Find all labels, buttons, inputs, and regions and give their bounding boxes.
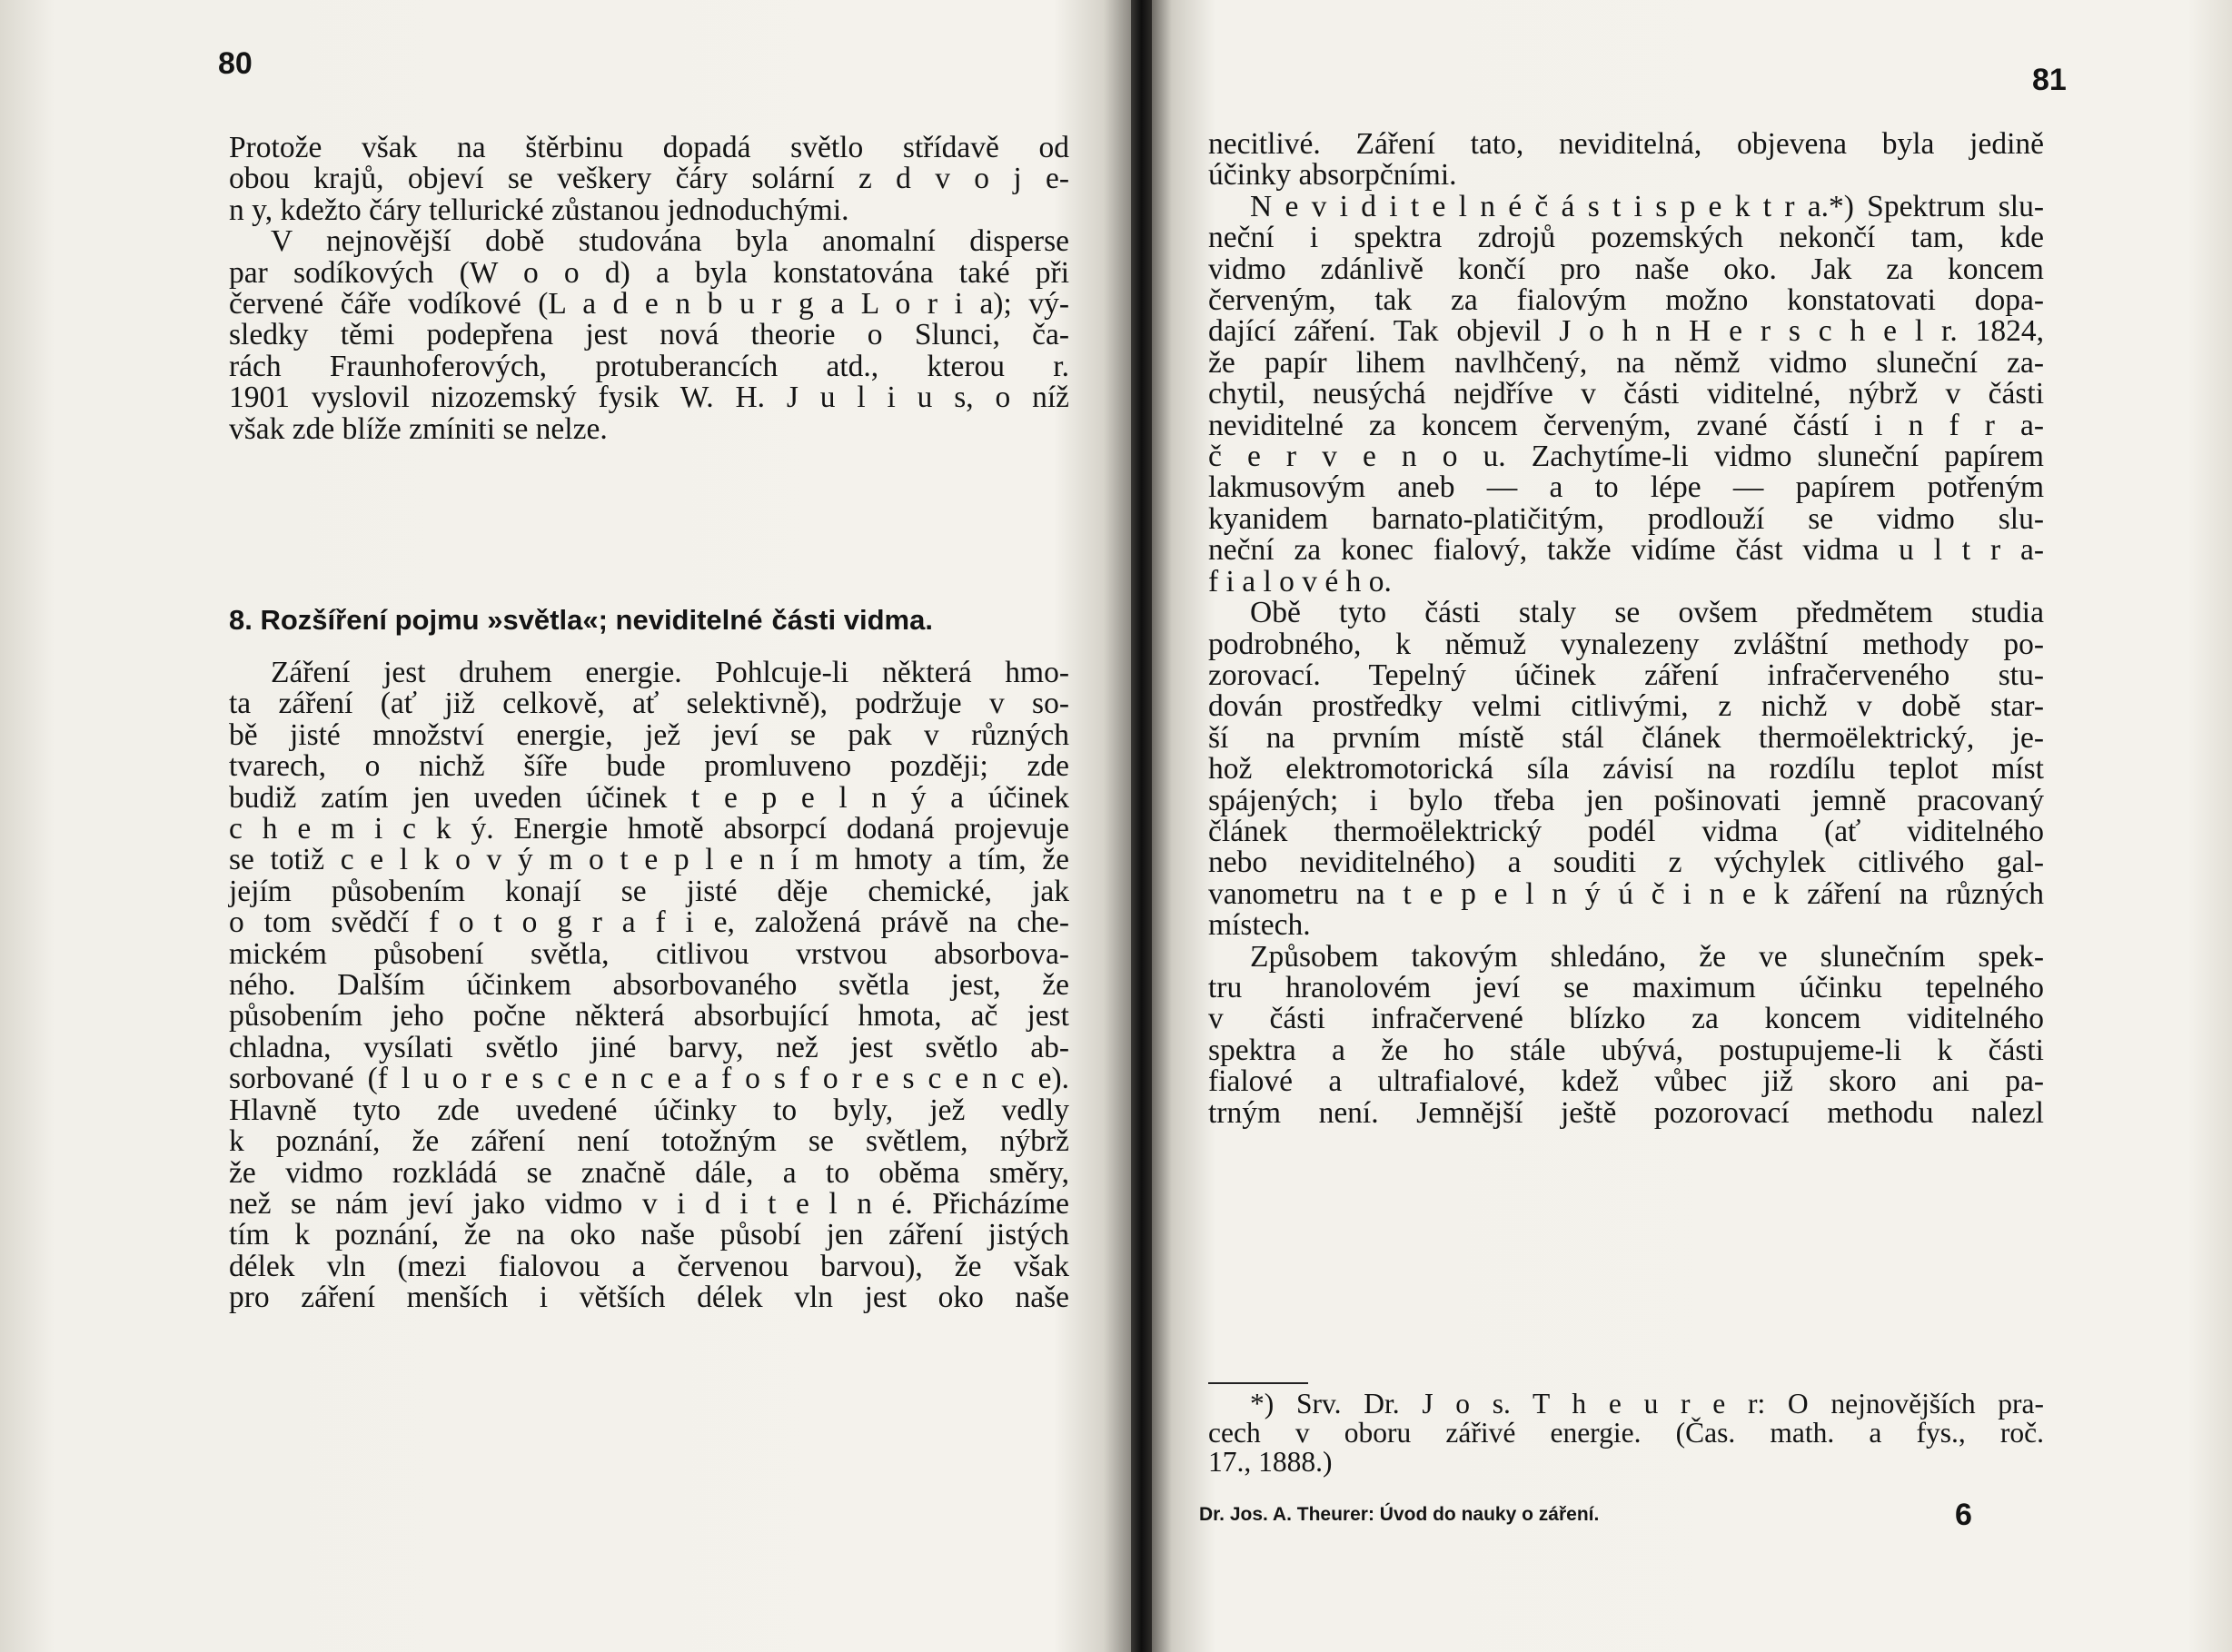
page-number: 81 xyxy=(2032,63,2067,97)
text-line: nebo neviditelného) a souditi z výchylek citlivého gal- xyxy=(1208,846,2044,880)
footnote-line: cech v oboru zářivé energie. (Čas. math. a fys., roč. xyxy=(1208,1417,2044,1449)
text-line: délek vln (mezi fialovou a červenou barvou), že však xyxy=(229,1249,1069,1283)
footnote-rule xyxy=(1208,1382,1308,1384)
signature-number: 6 xyxy=(1955,1498,1972,1532)
text-line: červeným, tak za fialovým možno konstatovati dopa- xyxy=(1208,283,2044,318)
text-line: o tom svědčí f o t o g r a f i e, založená právě na che- xyxy=(229,905,1069,940)
paragraph xyxy=(1208,129,2044,1129)
text-line: místech. xyxy=(1208,908,1311,943)
text-line: ta záření (ať již celkově, ať selektivně), podržuje v so- xyxy=(229,687,1069,721)
text-line: však zde blíže zmíniti se nelze. xyxy=(229,411,608,446)
text-line: rách Fraunhoferových, protuberancích atd., kterou r. xyxy=(229,349,1069,383)
text-line: č e r v e n o u. Zachytíme-li vidmo sluneční papírem xyxy=(1208,440,2044,474)
text-line: neční za konec fialový, takže vidíme část vidma u l t r a- xyxy=(1208,533,2044,568)
text-line: dající záření. Tak objevil J o h n H e r s c h e l r. 1824, xyxy=(1208,314,2044,349)
text-line: tvarech, o nichž šíře bude promluveno později; zde xyxy=(229,749,1069,784)
text-line: trným není. Jemnější ještě pozorovací methodu nalezl xyxy=(1208,1095,2044,1130)
text-line: v části infračervené blízko za koncem viditelného xyxy=(1208,1002,2044,1036)
text-line: ného. Dalším účinkem absorbovaného světla jest, že xyxy=(229,968,1069,1003)
text-line: ší na prvním místě stál článek thermoëlektrický, je- xyxy=(1208,720,2044,755)
text-line: se totiž c e l k o v ý m o t e p l e n í m hmoty a tím, že xyxy=(229,843,1069,877)
text-line: spektra a že ho stále ubývá, postupujeme-li k části xyxy=(1208,1033,2044,1067)
text-line: působením jeho počne některá absorbující hmota, ač jest xyxy=(229,999,1069,1034)
text-line: než se nám jeví jako vidmo v i d i t e l n é. Přicházíme xyxy=(229,1186,1069,1221)
book-gutter xyxy=(1131,0,1152,1652)
footnote-line: 17., 1888.) xyxy=(1208,1446,1333,1478)
text-line: 1901 vyslovil nizozemský fysik W. H. J u l i u s, o níž xyxy=(229,381,1069,415)
text-line: že vidmo rozkládá se značně dále, a to oběma směry, xyxy=(229,1155,1069,1190)
text-line: vanometru na t e p e l n ý ú č i n e k záření na různých xyxy=(1208,876,2044,911)
text-line: vidmo zdánlivě končí pro naše oko. Jak za koncem xyxy=(1208,252,2044,286)
page-number: 80 xyxy=(218,46,253,81)
text-line: spájených; i bylo třeba jen pošinovati jemně pracovaný xyxy=(1208,783,2044,817)
text-line: N e v i d i t e l n é č á s t i s p e k t r a.*) Spektrum slu- xyxy=(1250,189,2044,223)
heading-main: 8. Rozšíření pojmu »světla«; neviditelné xyxy=(229,604,763,636)
text-line: jejím působením konají se jisté děje chemické, jak xyxy=(229,874,1069,908)
heading-tail: části vidma. xyxy=(771,604,933,636)
text-line: n y, kdežto čáry tellurické zůstanou jednoduchými. xyxy=(229,193,849,227)
text-line: neční i spektra zdrojů pozemských nekončí tam, kde xyxy=(1208,221,2044,255)
text-line: tím k poznání, že na oko naše působí jen záření jistých xyxy=(229,1218,1069,1252)
text-line: obou krajů, objeví se veškery čáry solární z d v o j e- xyxy=(229,162,1069,196)
section-heading xyxy=(229,602,933,638)
text-line: pro záření menších i větších délek vln jest oko naše xyxy=(229,1281,1069,1315)
text-line: necitlivé. Záření tato, neviditelná, objevena byla jedině xyxy=(1208,127,2044,161)
text-line: budiž zatím jen uveden účinek t e p e l n ý a účinek xyxy=(229,780,1069,815)
text-line: podrobného, k němuž vynalezeny zvláštní methody po- xyxy=(1208,627,2044,661)
text-line: kyanidem barnato-platičitým, prodlouží se vidmo slu- xyxy=(1208,501,2044,536)
printer-signature: Dr. Jos. A. Theurer: Úvod do nauky o záření. xyxy=(1199,1504,1600,1525)
text-line: fialové a ultrafialové, kdež vůbec již skoro ani pa- xyxy=(1208,1064,2044,1099)
right-page xyxy=(1152,0,2232,1652)
text-line: sorbované (f l u o r e s c e n c e a f o s f o r e s c e n c e). xyxy=(229,1062,1069,1096)
footnote-line: *) Srv. Dr. J o s. T h e u r e r: O nejnovějších pra- xyxy=(1250,1388,2044,1420)
text-line: Záření jest druhem energie. Pohlcuje-li některá hmo- xyxy=(271,656,1069,689)
text-line: k poznání, že záření není totožným se světlem, nýbrž xyxy=(229,1124,1069,1159)
text-line: bě jisté množství energie, jež jeví se pak v různých xyxy=(229,717,1069,752)
text-line: par sodíkových (W o o d) a byla konstatována také při xyxy=(229,255,1069,290)
text-line: článek thermoëlektrický podél vidma (ať viditelného xyxy=(1208,814,2044,848)
text-line: červené čáře vodíkové (L a d e n b u r g a L o r i a); vý- xyxy=(229,287,1069,321)
text-line: mickém působení světla, citlivou vrstvou absorbova- xyxy=(229,936,1069,971)
paragraph xyxy=(229,658,1069,1314)
text-line: Způsobem takovým shledáno, že ve slunečním spek- xyxy=(1250,939,2044,974)
text-line: c h e m i c k ý. Energie hmotě absorpcí dodaná projevuje xyxy=(229,812,1069,846)
text-line: zorovací. Tepelný účinek záření infračerveného stu- xyxy=(1208,658,2044,692)
text-line: účinky absorpčními. xyxy=(1208,158,1457,193)
text-line: lakmusovým aneb — a to lépe — papírem potřeným xyxy=(1208,470,2044,505)
text-line: dován prostředky velmi citlivými, z nichž v době star- xyxy=(1208,689,2044,724)
text-line: že papír lihem navlhčený, na němž vidmo sluneční za- xyxy=(1208,345,2044,380)
text-line: Hlavně tyto zde uvedené účinky to byly, jež vedly xyxy=(229,1093,1069,1127)
footnote xyxy=(1208,1390,2044,1477)
text-line: neviditelné za koncem červeným, zvané částí i n f r a- xyxy=(1208,408,2044,442)
text-line: Protože však na štěrbinu dopadá světlo střídavě od xyxy=(229,131,1069,164)
text-line: chytil, neusýchá nejdříve v části viditelné, nýbrž v části xyxy=(1208,377,2044,411)
text-line: Obě tyto části staly se ovšem předmětem studia xyxy=(1250,596,2044,630)
text-line: V nejnovější době studována byla anomalní disperse xyxy=(271,224,1069,259)
paragraph xyxy=(229,133,1069,445)
text-line: f i a l o v é h o. xyxy=(1208,564,1392,598)
text-line: chladna, vysílati světlo jiné barvy, než jest světlo ab- xyxy=(229,1030,1069,1064)
text-line: tru hranolovém jeví se maximum účinku tepelného xyxy=(1208,970,2044,1004)
text-line: sledky těmi podepřena jest nová theorie o Slunci, ča- xyxy=(229,318,1069,352)
text-line: hož elektromotorická síla závisí na rozdílu teplot míst xyxy=(1208,752,2044,786)
